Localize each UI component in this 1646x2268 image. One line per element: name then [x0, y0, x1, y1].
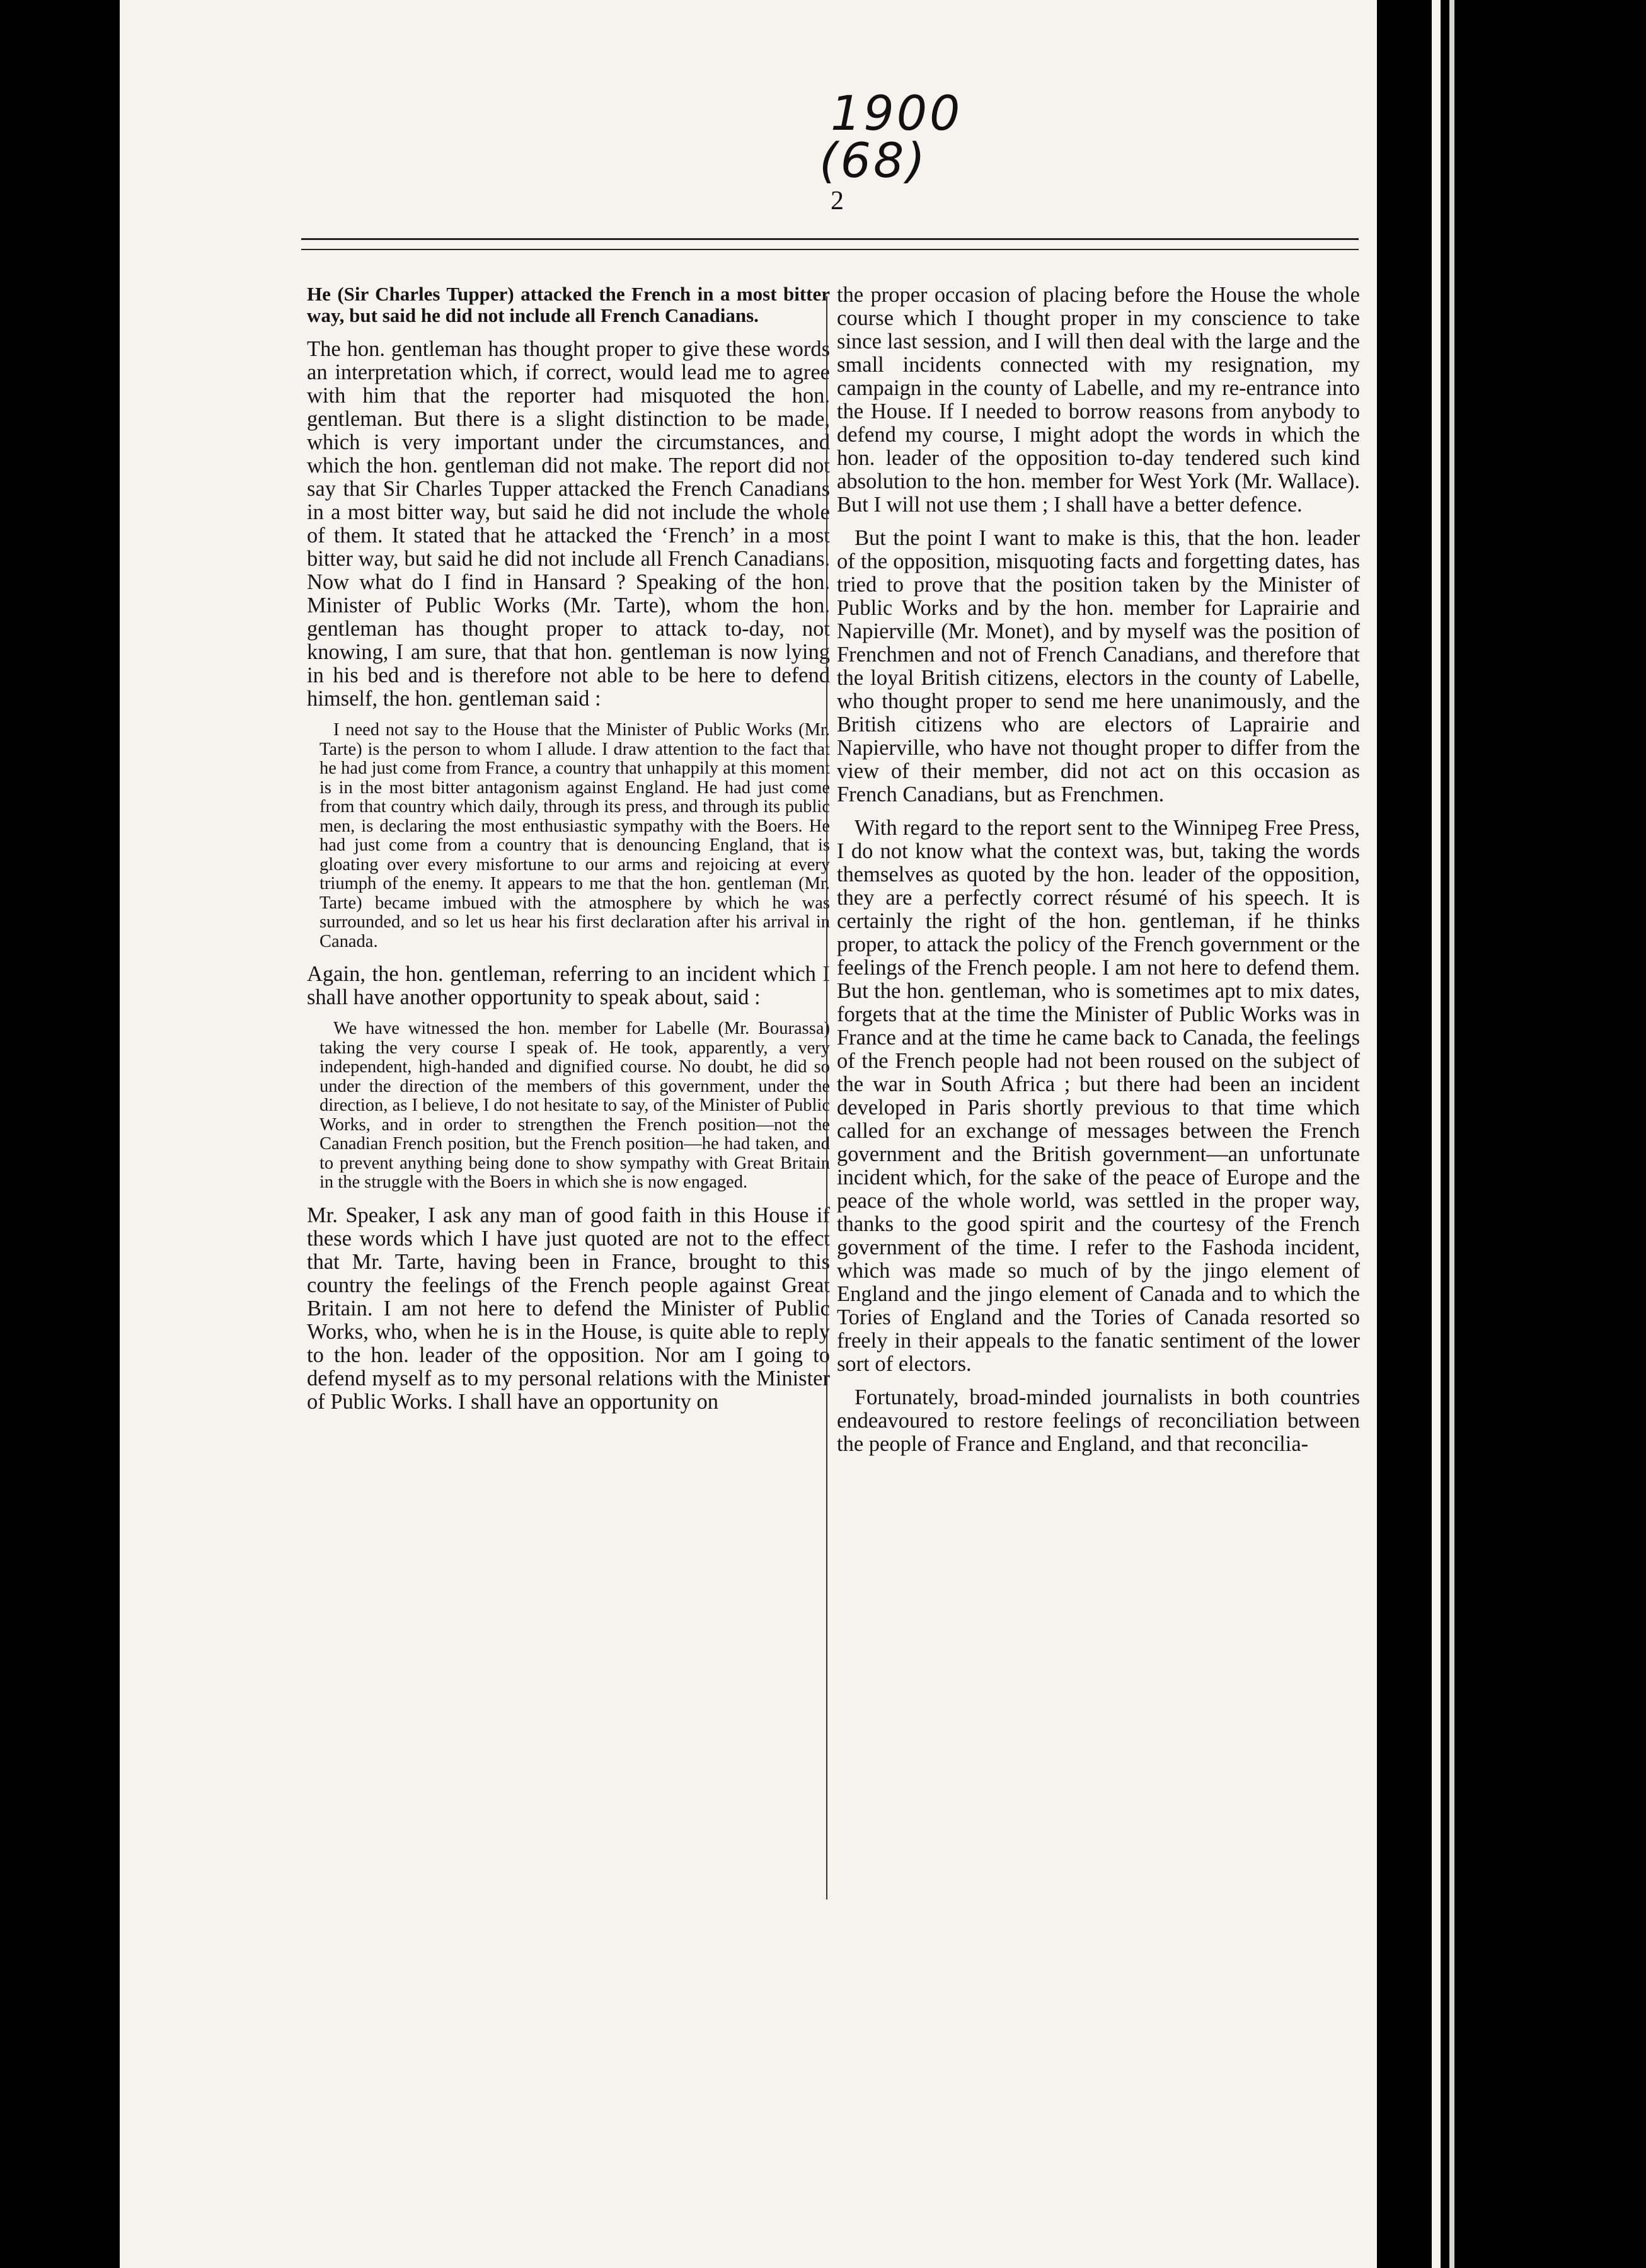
block-quote: I need not say to the House that the Minister of Public Works (Mr. Tarte) is the person to whom I allude. I draw attention to the fact that he had just come from France, a country that unhappily at this moment is in the most bitter antagonism against England. He had just come from that country which daily, through its press, and through its public men, is declaring the most enthusiastic sympathy with the Boers. He had just come from a country that is denouncing England, that is gloating over every misfortune to our arms and rejoicing at every triumph of the enemy. It appears to me that the hon. gentleman (Mr. Tarte) became imbued with the atmosphere by which he was surrounded, and so let us hear his first declaration after his arrival in Canada.	[319, 720, 830, 951]
paragraph: But the point I want to make is this, that the hon. leader of the opposition, misquoting facts and forgetting dates, has tried to prove that the position taken by the Minister of Public Works and by the hon. member for Laprairie and Napierville (Mr. Monet), and by myself was the position of Frenchmen and not of French Canadians, and therefore that the loyal British citizens, electors in the county of Labelle, who thought proper to send me here unanimously, and the British citizens who are electors of Laprairie and Napierville, who have not thought proper to differ from the view of their member, did not act on this occasion as French Canadians, but as Frenchmen.	[837, 526, 1360, 806]
paragraph: The hon. gentleman has thought proper to give these words an interpretation which, if correct, would lead me to agree with him that the reporter had misquoted the hon. gentleman. But there is a slight distinction to be made, which is very important under the circumstances, and which the hon. gentleman did not make. The report did not say that Sir Charles Tupper attacked the French Canadians in a most bitter way, but said he did not include the whole of them. It stated that he attacked the ‘French’ in a most bitter way, but said he did not include all French Canadians. Now what do I find in Hansard ? Speaking of the hon. Minister of Public Works (Mr. Tarte), whom the hon. gentleman has thought proper to attack to-day, not knowing, I am sure, that that hon. gentleman is now lying in his bed and is therefore not able to be here to defend himself, the hon. gentleman said :	[307, 337, 830, 711]
lead-quote: He (Sir Charles Tupper) attacked the French in a most bitter way, but said he did not include all French Canadians.	[307, 283, 830, 326]
page-edge	[1432, 0, 1441, 2268]
paragraph: With regard to the report sent to the Winnipeg Free Press, I do not know what the context was, but, taking the words themselves as quoted by the hon. leader of the opposition, they are a perfectly correct résumé of his speech. It is certainly the right of the hon. gentleman, if he thinks proper, to attack the policy of the French government or the feelings of the French people. I am not here to defend them. But the hon. gentleman, who is sometimes apt to mix dates, forgets that at the time the Minister of Public Works was in France and at the time he came back to Canada, the feelings of the French people had not been roused on the subject of the war in South Africa ; but there had been an incident developed in Paris shortly previous to that time which called for an exchange of messages between the French government and the British government—an unfortunate incident which, for the sake of the peace of Europe and the peace of the whole world, was settled in the proper way, thanks to the good spirit and the courtesy of the French government of the time. I refer to the Fashoda incident, which was made so much of by the jingo element of England and the jingo element of Canada and to which the Tories of England and the Tories of Canada resorted so freely in their appeals to the fanatic sentiment of the lower sort of electors.	[837, 816, 1360, 1376]
page-edge-shadow	[1449, 0, 1454, 2268]
block-quote: We have witnessed the hon. member for Labelle (Mr. Bourassa) taking the very course I speak of. He took, apparently, a very independent, high-handed and dignified course. No doubt, he did so under the direction of the members of this government, under the direction, as I believe, I do not hesitate to say, of the Minister of Public Works, and in order to strengthen the French position—not the Canadian French position, but the French position—he had taken, and to prevent anything being done to show sympathy with Great Britain in the struggle with the Boers in which she is now engaged.	[319, 1019, 830, 1192]
page-number: 2	[831, 186, 844, 215]
paragraph: the proper occasion of placing before the House the whole course which I thought proper in my conscience to take since last session, and I will then deal with the large and the small incidents connected with my resignation, my campaign in the county of Labelle, and my re-entrance into the House. If I needed to borrow reasons from anybody to defend my course, I might adopt the words in which the hon. leader of the opposition to-day tendered such kind absolution to the hon. member for West York (Mr. Wallace). But I will not use them ; I shall have a better defence.	[837, 283, 1360, 517]
paragraph: Fortunately, broad-minded journalists in both countries endeavoured to restore feelings of reconciliation between the people of France and England, and that reconcilia-	[837, 1385, 1360, 1456]
handwritten-year: 1900	[831, 85, 963, 141]
left-column	[307, 284, 830, 1424]
paragraph: Again, the hon. gentleman, referring to an incident which I shall have another opportunity to speak about, said :	[307, 962, 830, 1009]
header-rule-secondary	[301, 249, 1359, 250]
column-divider	[826, 296, 827, 1899]
right-column	[837, 284, 1360, 1466]
header-rule	[301, 238, 1359, 240]
handwritten-number: (68)	[819, 132, 928, 188]
paragraph: Mr. Speaker, I ask any man of good faith in this House if these words which I have just quoted are not to the effect that Mr. Tarte, having been in France, brought to this country the feelings of the French people against Great Britain. I am not here to defend the Minister of Public Works, who, when he is in the House, is quite able to reply to the hon. leader of the opposition. Nor am I going to defend myself as to my personal relations with the Minister of Public Works. I shall have an opportunity on	[307, 1203, 830, 1414]
